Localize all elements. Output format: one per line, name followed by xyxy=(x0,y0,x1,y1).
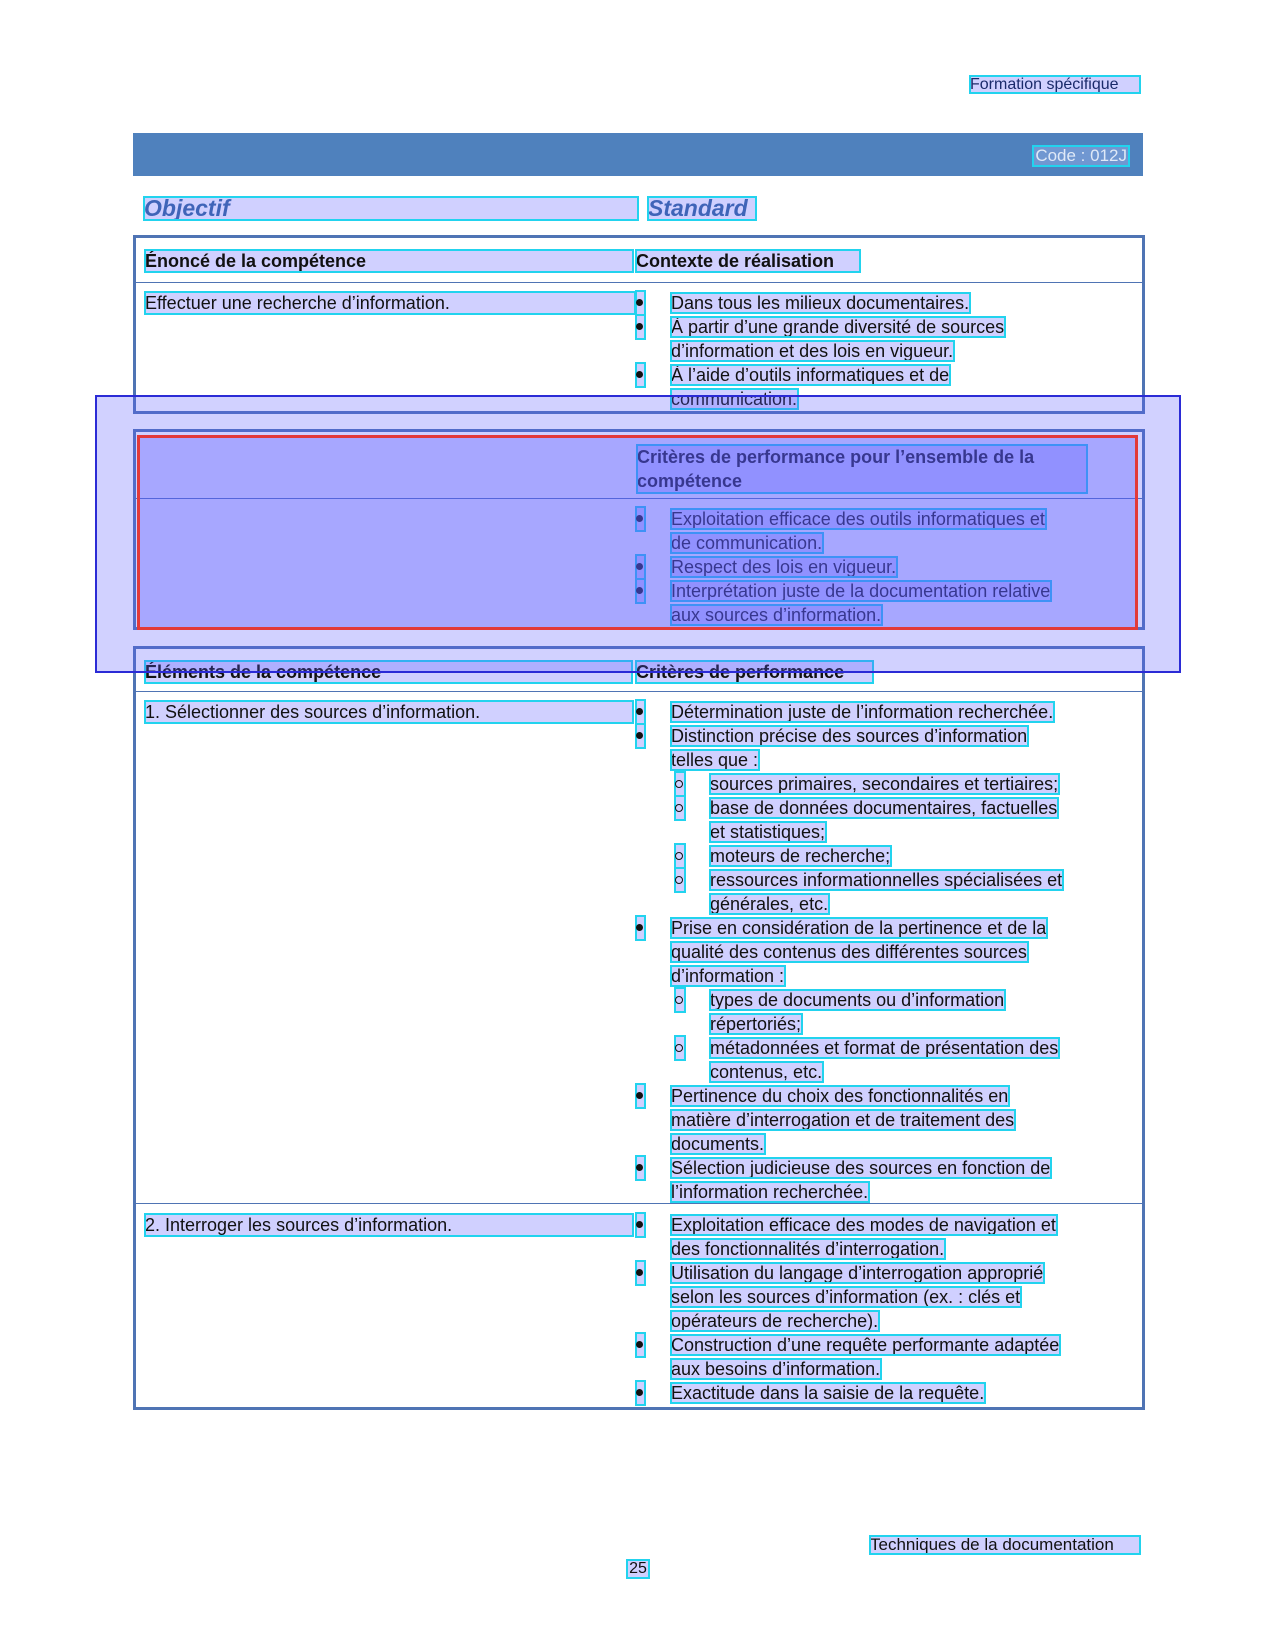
element-criteres-list xyxy=(671,700,1131,1204)
item-text: Exploitation efficace des outils informatiques et xyxy=(671,509,1045,529)
enonce-header: Énoncé de la compétence xyxy=(145,250,633,272)
list-item xyxy=(671,1213,1131,1261)
element-label: 2. Interroger les sources d’information. xyxy=(145,1214,633,1236)
item-line xyxy=(671,940,1131,964)
bullet-icon xyxy=(636,579,645,603)
item-text: Prise en considération de la pertinence et de la xyxy=(671,918,1047,938)
item-line xyxy=(710,1060,1131,1084)
sub-list-item xyxy=(710,796,1131,844)
enonce-table xyxy=(133,235,1145,414)
circle-bullet-icon xyxy=(675,772,685,796)
item-line xyxy=(671,555,1116,579)
item-text: types de documents ou d’information xyxy=(710,990,1005,1010)
item-line xyxy=(671,315,1111,339)
item-line xyxy=(710,796,1131,820)
bullet-icon xyxy=(636,507,645,531)
bullet-icon xyxy=(636,1261,645,1285)
item-text: contenus, etc. xyxy=(710,1062,823,1082)
item-text: métadonnées et format de présentation des xyxy=(710,1038,1059,1058)
sub-list-item xyxy=(710,844,1131,868)
contexte-header: Contexte de réalisation xyxy=(636,250,860,272)
item-text: d’information et des lois en vigueur. xyxy=(671,341,954,361)
element-label: 1. Sélectionner des sources d’information. xyxy=(145,701,633,723)
item-line xyxy=(671,1156,1131,1180)
list-item xyxy=(671,1381,1131,1405)
item-line xyxy=(710,1012,1131,1036)
header-line: Critères de performance pour l’ensemble de la xyxy=(637,447,1035,467)
item-line xyxy=(671,1381,1131,1405)
item-line xyxy=(710,988,1131,1012)
code-bar xyxy=(133,133,1143,176)
item-text: documents. xyxy=(671,1134,765,1154)
item-line xyxy=(671,531,1116,555)
item-line xyxy=(671,339,1111,363)
item-line xyxy=(671,291,1111,315)
item-text: aux sources d’information. xyxy=(671,605,882,625)
item-line xyxy=(671,1108,1131,1132)
item-text: Détermination juste de l’information recherchée. xyxy=(671,702,1054,722)
item-text: base de données documentaires, factuelles xyxy=(710,798,1058,818)
item-text: Exactitude dans la saisie de la requête. xyxy=(671,1383,985,1403)
item-line xyxy=(671,700,1131,724)
criteres-header: Critères de performance xyxy=(636,661,873,683)
list-item xyxy=(671,1156,1131,1204)
bullet-icon xyxy=(636,1213,645,1237)
list-item xyxy=(671,1084,1131,1156)
item-text: À partir d’une grande diversité de sources xyxy=(671,317,1005,337)
running-header: Formation spécifique xyxy=(970,76,1140,93)
item-line xyxy=(710,844,1131,868)
item-text: telles que : xyxy=(671,750,759,770)
item-text: Respect des lois en vigueur. xyxy=(671,557,897,577)
list-item xyxy=(671,916,1131,1084)
item-text: l’information recherchée. xyxy=(671,1182,869,1202)
item-line xyxy=(671,916,1131,940)
item-text: Pertinence du choix des fonctionnalités en xyxy=(671,1086,1009,1106)
circle-bullet-icon xyxy=(675,796,685,820)
list-item xyxy=(671,1333,1131,1381)
item-text: matière d’interrogation et de traitement des xyxy=(671,1110,1015,1130)
item-text: ressources informationnelles spécialisées et xyxy=(710,870,1063,890)
item-text: Distinction précise des sources d’information xyxy=(671,726,1028,746)
item-line xyxy=(671,507,1116,531)
item-line xyxy=(671,1237,1131,1261)
standard-heading: Standard xyxy=(648,197,756,220)
circle-bullet-icon xyxy=(675,868,685,892)
contexte-list xyxy=(671,291,1111,411)
item-line xyxy=(671,964,1131,988)
item-line xyxy=(671,579,1116,603)
criteres-ensemble-table xyxy=(133,429,1145,630)
sub-list-item xyxy=(710,1036,1131,1084)
item-text: À l’aide d’outils informatiques et de xyxy=(671,365,950,385)
item-text: Sélection judicieuse des sources en fonction de xyxy=(671,1158,1051,1178)
item-line xyxy=(710,772,1131,796)
bullet-icon xyxy=(636,1084,645,1108)
bullet-icon xyxy=(636,315,645,339)
item-text: générales, etc. xyxy=(710,894,829,914)
list-item xyxy=(671,700,1131,724)
bullet-icon xyxy=(636,700,645,724)
sub-list xyxy=(671,988,1131,1084)
item-text: d’information : xyxy=(671,966,785,986)
footer-program: Techniques de la documentation xyxy=(870,1536,1140,1554)
item-text: de communication. xyxy=(671,533,823,553)
item-line xyxy=(671,724,1131,748)
item-line xyxy=(671,1285,1131,1309)
competency-code: Code : 012J xyxy=(1035,146,1127,165)
list-item xyxy=(671,1261,1131,1333)
item-text: selon les sources d’information (ex. : clés et xyxy=(671,1287,1021,1307)
elements-table xyxy=(133,646,1145,1410)
item-text: Utilisation du langage d’interrogation approprié xyxy=(671,1263,1044,1283)
sub-list xyxy=(671,772,1131,916)
item-line xyxy=(671,1180,1131,1204)
circle-bullet-icon xyxy=(675,844,685,868)
item-line xyxy=(710,820,1131,844)
item-text: aux besoins d’information. xyxy=(671,1359,881,1379)
criteres-ensemble-header xyxy=(637,445,1087,493)
bullet-icon xyxy=(636,916,645,940)
item-text: opérateurs de recherche). xyxy=(671,1311,879,1331)
list-item xyxy=(671,724,1131,916)
bullet-icon xyxy=(636,1156,645,1180)
item-line xyxy=(671,748,1131,772)
item-line xyxy=(671,1132,1131,1156)
item-line xyxy=(710,892,1131,916)
objectif-heading: Objectif xyxy=(144,197,638,220)
table-divider xyxy=(136,691,1142,692)
item-line xyxy=(671,363,1111,387)
list-item xyxy=(671,507,1116,555)
item-text: répertoriés; xyxy=(710,1014,802,1034)
item-text: communication. xyxy=(671,389,798,409)
item-line xyxy=(671,1261,1131,1285)
item-line xyxy=(671,1333,1131,1357)
list-item xyxy=(671,555,1116,579)
item-line xyxy=(671,1309,1131,1333)
item-line xyxy=(671,1213,1131,1237)
item-line xyxy=(671,603,1116,627)
list-item xyxy=(671,315,1111,363)
elements-header: Éléments de la compétence xyxy=(145,661,632,683)
item-text: sources primaires, secondaires et tertiaires; xyxy=(710,774,1059,794)
list-item xyxy=(671,291,1111,315)
bullet-icon xyxy=(636,1381,645,1405)
list-item xyxy=(671,363,1111,411)
item-text: Interprétation juste de la documentation relative xyxy=(671,581,1051,601)
item-text: Dans tous les milieux documentaires. xyxy=(671,293,970,313)
table-divider xyxy=(136,498,1142,499)
item-text: et statistiques; xyxy=(710,822,826,842)
circle-bullet-icon xyxy=(675,1036,685,1060)
bullet-icon xyxy=(636,291,645,315)
item-text: Exploitation efficace des modes de navigation et xyxy=(671,1215,1056,1235)
bullet-icon xyxy=(636,1333,645,1357)
bullet-icon xyxy=(636,555,645,579)
table-divider xyxy=(136,282,1142,283)
list-item xyxy=(671,579,1116,627)
page-number: 25 xyxy=(627,1560,649,1578)
sub-list-item xyxy=(710,988,1131,1036)
bullet-icon xyxy=(636,363,645,387)
circle-bullet-icon xyxy=(675,988,685,1012)
item-line xyxy=(671,1357,1131,1381)
enonce-text: Effectuer une recherche d’information. xyxy=(145,292,635,314)
criteres-ensemble-list xyxy=(671,507,1116,627)
item-line xyxy=(710,1036,1131,1060)
item-text: Construction d’une requête performante adaptée xyxy=(671,1335,1060,1355)
item-line xyxy=(671,387,1111,411)
item-line xyxy=(710,868,1131,892)
bullet-icon xyxy=(636,724,645,748)
element-criteres-list xyxy=(671,1213,1131,1405)
table-divider xyxy=(136,1203,1142,1204)
sub-list-item xyxy=(710,868,1131,916)
item-line xyxy=(671,1084,1131,1108)
item-text: des fonctionnalités d’interrogation. xyxy=(671,1239,945,1259)
header-line: compétence xyxy=(637,471,743,491)
item-text: moteurs de recherche; xyxy=(710,846,891,866)
sub-list-item xyxy=(710,772,1131,796)
item-text: qualité des contenus des différentes sources xyxy=(671,942,1027,962)
